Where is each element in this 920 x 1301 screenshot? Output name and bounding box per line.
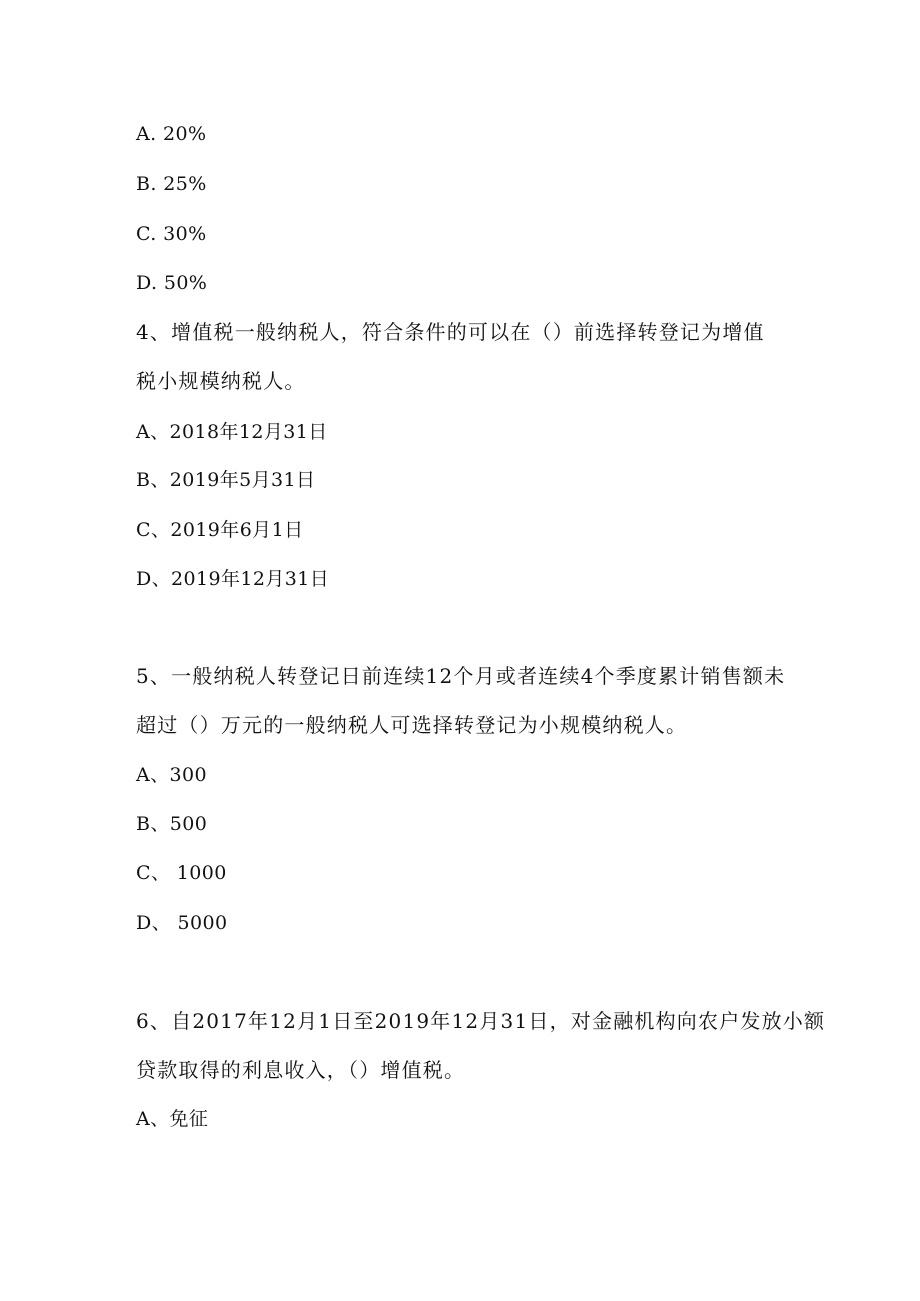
q5-question-line-1: 5、一般纳税人转登记日前连续12个月或者连续4个季度累计销售额未 bbox=[136, 664, 786, 688]
q4-option-c: C、2019年6月1日 bbox=[136, 519, 304, 541]
q3-option-a: A. 20% bbox=[136, 123, 207, 145]
q4-question-line-2: 税小规模纳税人。 bbox=[136, 369, 306, 393]
q5-option-b: B、500 bbox=[136, 813, 208, 835]
q4-option-b: B、2019年5月31日 bbox=[136, 469, 316, 491]
q5-question-line-2: 超过（）万元的一般纳税人可选择转登记为小规模纳税人。 bbox=[136, 713, 688, 737]
q5-option-c: C、 1000 bbox=[136, 862, 227, 884]
q3-option-c: C. 30% bbox=[136, 223, 207, 245]
q4-question-line-1: 4、增值税一般纳税人，符合条件的可以在（）前选择转登记为增值 bbox=[136, 320, 765, 344]
q4-option-d: D、2019年12月31日 bbox=[136, 568, 330, 590]
q3-option-b: B. 25% bbox=[136, 173, 207, 195]
q5-option-d: D、 5000 bbox=[136, 912, 228, 934]
q4-option-a: A、2018年12月31日 bbox=[136, 421, 328, 443]
q5-option-a: A、300 bbox=[136, 764, 207, 786]
q6-option-a: A、免征 bbox=[136, 1108, 209, 1130]
q6-question-line-1: 6、自2017年12月1日至2019年12月31日，对金融机构向农户发放小额 bbox=[136, 1009, 826, 1033]
q6-question-line-2: 贷款取得的利息收入，（）增值税。 bbox=[136, 1058, 466, 1082]
q3-option-d: D. 50% bbox=[136, 272, 208, 294]
